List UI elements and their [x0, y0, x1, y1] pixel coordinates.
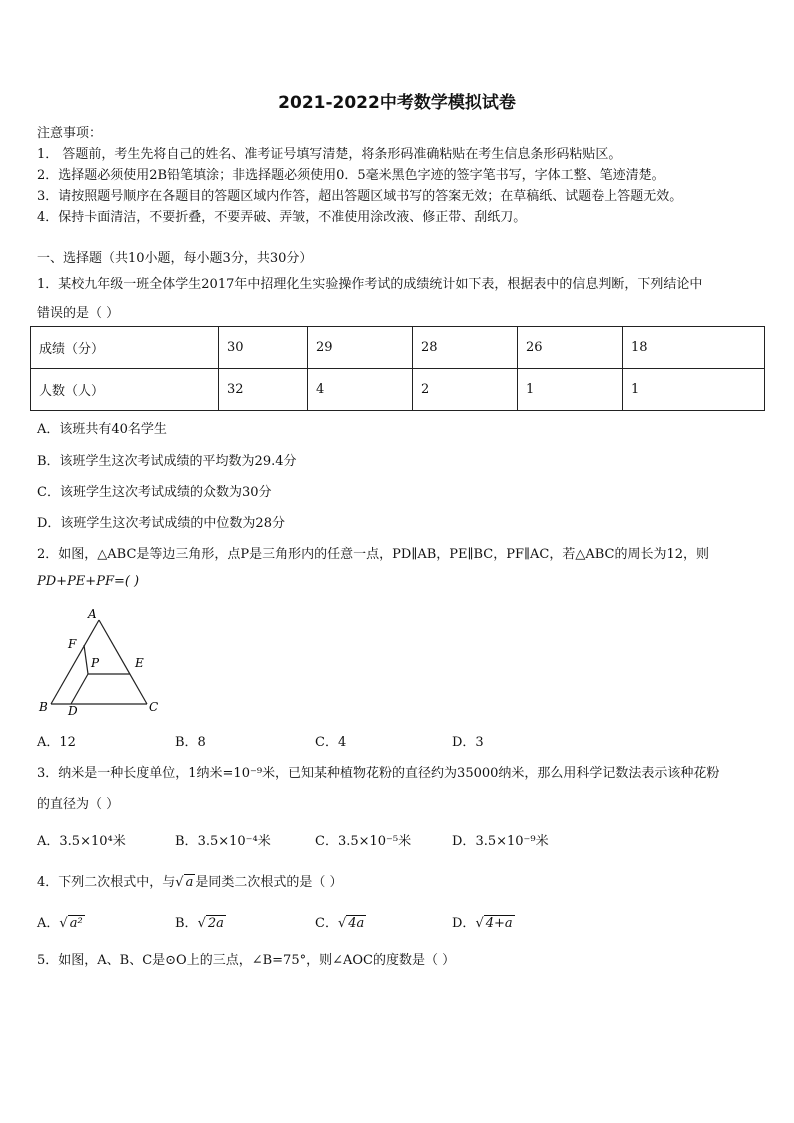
option-a: A．该班共有40名学生 [37, 422, 167, 437]
option-label: B． [175, 916, 198, 931]
radicand: a [185, 875, 194, 890]
score-table [30, 326, 765, 411]
table-cell: 32 [219, 369, 308, 411]
option-label: B． [175, 834, 198, 849]
option-label: D． [452, 834, 476, 849]
table-row [31, 369, 765, 411]
notice-item: 3．请按照题号顺序在各题目的答题区域内作答，超出答题区域书写的答案无效；在草稿纸、试题卷上答题无效。 [37, 189, 683, 204]
table-cell: 26 [518, 327, 623, 369]
notice-heading: 注意事项： [37, 126, 103, 141]
sqrt-expression: √ a² [59, 916, 83, 931]
option-d [452, 912, 515, 931]
notice-item: 4．保持卡面清洁，不要折叠，不要弄破、弄皱，不准使用涂改液、修正带、刮纸刀。 [37, 210, 527, 225]
option-c: C．该班学生这次考试成绩的众数为30分 [37, 485, 272, 500]
radicand: 4a [348, 916, 365, 931]
option-value: 3.5×10⁴米 [59, 834, 126, 849]
figure-label: E [135, 656, 144, 670]
option-d [452, 830, 549, 849]
question-2-text: 2．如图，△ABC是等边三角形，点P是三角形内的任意一点，PD∥AB，PE∥BC，PF∥AC，若△ABC的周长为12，则 [37, 547, 710, 562]
radicand: 4+a [485, 916, 513, 931]
question-2-text-cont: PD+PE+PF=( ) [37, 574, 140, 589]
radicand: a² [69, 916, 83, 931]
option-label: A． [37, 916, 60, 931]
option-c [315, 912, 366, 931]
option-value: 3.5×10⁻⁴米 [197, 834, 271, 849]
question-1-text: 1．某校九年级一班全体学生2017年中招理化生实验操作考试的成绩统计如下表，根据表中的信息判断，下列结论中 [37, 277, 703, 292]
sqrt-expression: √ a [175, 875, 194, 890]
option-label: D． [452, 916, 476, 931]
question-4-text-part: 4．下列二次根式中，与 [37, 875, 176, 890]
option-a [37, 830, 126, 849]
table-cell: 29 [308, 327, 413, 369]
figure-label: A [88, 607, 97, 621]
sqrt-expression: √ 4+a [475, 916, 513, 931]
table-row [31, 327, 765, 369]
table-cell: 1 [623, 369, 765, 411]
sqrt-expression: √ 2a [197, 916, 224, 931]
option-b: B．该班学生这次考试成绩的平均数为29.4分 [37, 454, 297, 469]
option-a: A．12 [37, 735, 76, 750]
figure-label: F [68, 637, 77, 651]
question-4-text [37, 871, 342, 890]
question-4-text-part: 是同类二次根式的是（ ） [195, 875, 343, 890]
figure-label: D [68, 704, 78, 718]
radicand: 2a [207, 916, 224, 931]
page-title: 2021-2022中考数学模拟试卷 [278, 93, 516, 113]
table-cell: 2 [413, 369, 518, 411]
option-d: D．3 [452, 735, 484, 750]
option-b [175, 830, 271, 849]
sqrt-expression: √ 4a [337, 916, 365, 931]
notice-item: 2．选择题必须使用2B铅笔填涂；非选择题必须使用0．5毫米黑色字迹的签字笔书写，字体工整、笔迹清楚。 [37, 168, 665, 183]
figure-label: P [91, 656, 100, 670]
section-heading: 一、选择题（共10小题，每小题3分，共30分） [37, 251, 313, 266]
option-label: C． [315, 834, 338, 849]
table-cell: 30 [219, 327, 308, 369]
option-b: B．8 [175, 735, 206, 750]
option-a [37, 912, 85, 931]
figure-label: B [39, 700, 48, 714]
option-value: 3.5×10⁻⁹米 [475, 834, 549, 849]
question-3-text: 3．纳米是一种长度单位，1纳米=10⁻⁹米，已知某种植物花粉的直径约为35000纳米，那么用科学记数法表示该种花粉 [37, 766, 720, 781]
option-b [175, 912, 226, 931]
question-1-text-cont: 错误的是（ ） [37, 306, 120, 321]
table-cell: 4 [308, 369, 413, 411]
table-cell: 1 [518, 369, 623, 411]
option-d: D．该班学生这次考试成绩的中位数为28分 [37, 516, 285, 531]
notice-item: 1． 答题前，考生先将自己的姓名、准考证号填写清楚，将条形码准确粘贴在考生信息条形码粘贴区。 [37, 147, 622, 162]
option-value: 3.5×10⁻⁵米 [337, 834, 412, 849]
question-5-text: 5．如图，A、B、C是⊙O上的三点，∠B=75°，则∠AOC的度数是（ ） [37, 953, 456, 968]
option-label: A． [37, 834, 60, 849]
table-cell: 成绩（分） [31, 327, 219, 369]
table-cell: 18 [623, 327, 765, 369]
question-3-text-cont: 的直径为（ ） [37, 797, 120, 812]
option-label: C． [315, 916, 338, 931]
figure-label: C [149, 700, 159, 714]
table-cell: 28 [413, 327, 518, 369]
option-c [315, 830, 411, 849]
triangle-figure [36, 604, 166, 719]
option-c: C．4 [315, 735, 347, 750]
table-cell: 人数（人） [31, 369, 219, 411]
